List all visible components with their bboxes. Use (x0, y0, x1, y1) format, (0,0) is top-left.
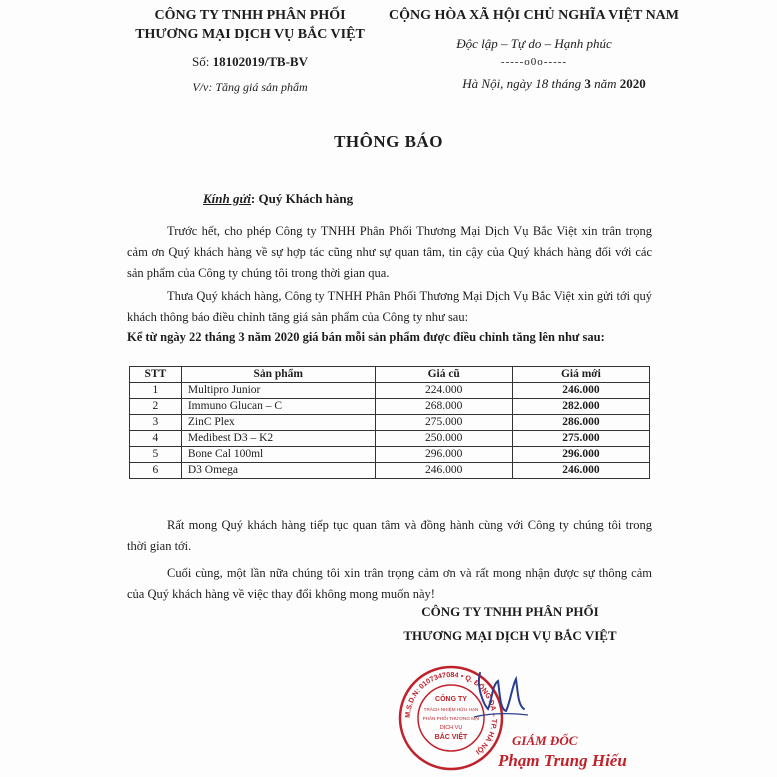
row-old-price: 268.000 (375, 399, 512, 415)
issuer-company-line1: CÔNG TY TNHH PHÂN PHỐI (154, 8, 346, 23)
row-product: Bone Cal 100ml (181, 447, 375, 463)
table-row (130, 415, 650, 431)
intro-paragraph: Trước hết, cho phép Công ty TNHH Phân Phối Thương Mại Dịch Vụ Bắc Việt xin trân trọng cảm ơn Quý khách hàng về sự hợp tác cũng như sự quan tâm, tin cậy của Quý khách hàng đối với các sản phẩm của Công ty chúng tôi trong thời gian qua. (127, 224, 652, 280)
handwritten-signature (470, 665, 530, 730)
signature-company-line2: THƯƠNG MẠI DỊCH VỤ BẮC VIỆT (403, 628, 617, 643)
nation-title: CỘNG HÒA XÃ HỘI CHỦ NGHĨA VIỆT NAM (388, 8, 679, 23)
row-new-price: 296.000 (512, 447, 649, 463)
row-old-price: 275.000 (375, 415, 512, 431)
document-title: THÔNG BÁO (334, 132, 443, 151)
row-new-price: 246.000 (512, 383, 649, 399)
seal-ring-text: M.S.D.N: 0107347084 • Q. ĐỐNG ĐA – TP. HÀ NỘI (402, 669, 500, 757)
price-table (129, 366, 650, 479)
signer-role: GIÁM ĐỐC (512, 733, 578, 748)
closing-paragraph-2: Cuối cùng, một lần nữa chúng tôi xin trân trọng cảm ơn và rất mong nhận được sự thông cảm của Quý khách hàng về việc thay đổi không mong muốn này! (127, 566, 652, 601)
row-old-price: 250.000 (375, 431, 512, 447)
national-header (384, 6, 684, 92)
row-stt: 1 (130, 383, 182, 399)
row-stt: 4 (130, 431, 182, 447)
row-product: D3 Omega (181, 463, 375, 479)
row-old-price: 296.000 (375, 447, 512, 463)
row-old-price: 246.000 (375, 463, 512, 479)
issuer-company-line2: THƯƠNG MẠI DỊCH VỤ BẮC VIỆT (135, 27, 365, 42)
national-motto: Độc lập – Tự do – Hạnh phúc (456, 36, 612, 51)
reference-label: Số: (192, 54, 210, 69)
seal-line-2: TRÁCH NHIỆM HỮU HẠN (423, 707, 479, 712)
header-ornament: -----o0o----- (500, 56, 568, 68)
date-year-label: năm (594, 76, 617, 91)
row-new-price: 246.000 (512, 463, 649, 479)
seal-line-5: BẮC VIỆT (434, 734, 468, 741)
signature-stroke (470, 665, 530, 725)
row-product: Immuno Glucan – C (181, 399, 375, 415)
signature-company (370, 600, 650, 648)
closing-paragraph-1: Rất mong Quý khách hàng tiếp tục quan tâm và đồng hành cùng với Công ty chúng tôi trong thời gian tới. (127, 518, 652, 553)
date-year: 2020 (619, 76, 646, 91)
table-row (130, 383, 650, 399)
seal-line-1: CÔNG TY (435, 696, 467, 703)
row-stt: 2 (130, 399, 182, 415)
table-row (130, 463, 650, 479)
greeting-label: Kính gửi (203, 191, 251, 206)
row-stt: 3 (130, 415, 182, 431)
row-product: ZinC Plex (181, 415, 375, 431)
row-old-price: 224.000 (375, 383, 512, 399)
column-header-product: Sản phẩm (181, 367, 375, 383)
reference-number (120, 54, 380, 70)
date-prefix: Hà Nội, ngày 18 tháng (462, 76, 582, 91)
column-header-stt: STT (130, 367, 182, 383)
signer-name: Phạm Trung Hiếu (498, 751, 627, 770)
row-stt: 5 (130, 447, 182, 463)
column-header-old-price: Giá cũ (375, 367, 512, 383)
table-row (130, 431, 650, 447)
row-new-price: 286.000 (512, 415, 649, 431)
announcement-paragraph: Thưa Quý khách hàng, Công ty TNHH Phân Phối Thương Mại Dịch Vụ Bắc Việt xin gửi tới quý khách thông báo điều chỉnh tăng giá sản phẩm của Công ty như sau: (127, 289, 652, 324)
effective-date-notice: Kể từ ngày 22 tháng 3 năm 2020 giá bán mỗi sản phẩm được điều chỉnh tăng lên như sau: (127, 330, 605, 344)
issue-date (384, 76, 684, 92)
column-header-new-price: Giá mới (512, 367, 649, 383)
reference-value: 18102019/TB-BV (212, 54, 308, 69)
table-row (130, 447, 650, 463)
issuer-header (120, 6, 380, 95)
greeting (203, 191, 353, 207)
price-table-header (130, 367, 650, 383)
seal-line-3: PHÂN PHỐI THƯƠNG MẠI (422, 716, 480, 721)
row-new-price: 275.000 (512, 431, 649, 447)
table-row (130, 399, 650, 415)
row-new-price: 282.000 (512, 399, 649, 415)
row-product: Multipro Junior (181, 383, 375, 399)
greeting-recipient: : Quý Khách hàng (250, 191, 354, 206)
seal-line-4: DỊCH VỤ (439, 725, 463, 731)
subject-line: V/v: Tăng giá sản phẩm (192, 80, 308, 94)
row-stt: 6 (130, 463, 182, 479)
signature-company-line1: CÔNG TY TNHH PHÂN PHỐI (421, 604, 599, 619)
row-product: Medibest D3 – K2 (181, 431, 375, 447)
date-month: 3 (584, 76, 591, 91)
